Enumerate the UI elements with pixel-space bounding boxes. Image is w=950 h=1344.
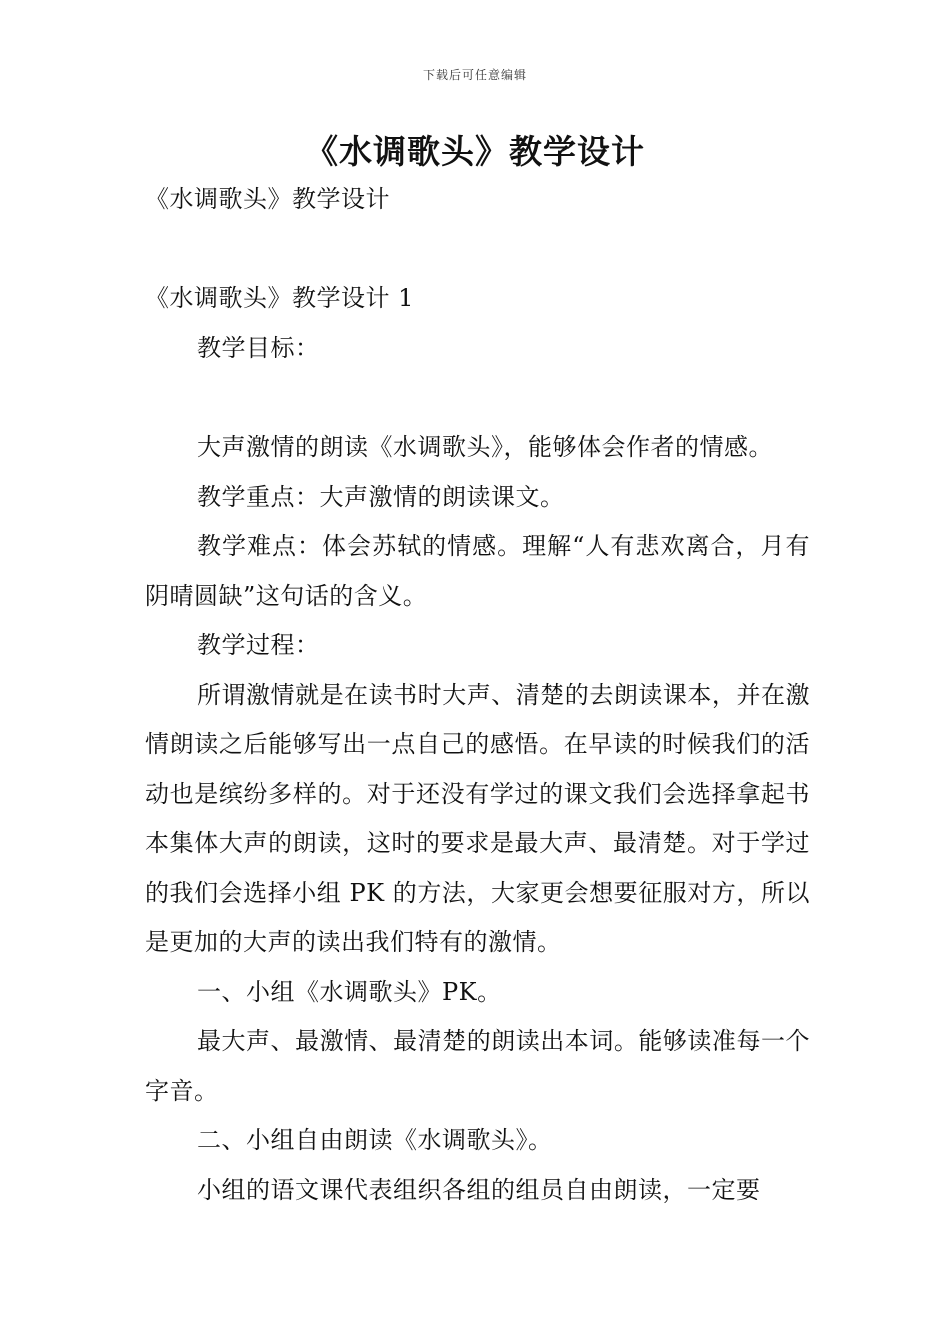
body-text-main bbox=[145, 423, 810, 1215]
step-two-heading: 二、小组自由朗读《水调歌头》。 bbox=[197, 1126, 553, 1154]
document-title: 《水调歌头》教学设计 bbox=[305, 132, 645, 171]
difficulty-paragraph: 教学难点：体会苏轼的情感。理解“人有悲欢离合，月有阴晴圆缺”这句话的含义。 bbox=[145, 532, 810, 610]
header-note: 下载后可任意编辑 bbox=[422, 68, 527, 82]
blank-line bbox=[145, 225, 810, 275]
step-one-paragraph: 最大声、最激情、最清楚的朗读出本词。能够读准每一个字音。 bbox=[145, 1027, 810, 1105]
process-paragraph: 所谓激情就是在读书时大声、清楚的去朗读课本，并在激情朗读之后能够写出一点自己的感悟。在早读的时候我们的活动也是缤纷多样的。对于还没有学过的课文我们会选择拿起书本集体大声的朗读，这时的要求是最大声、最清楚。对于学过的我们会选择小组 PK 的方法，大家更会想要征服对方，所以是更加的大声的读出我们特有的激情。 bbox=[145, 680, 810, 956]
key-point-paragraph: 教学重点：大声激情的朗读课文。 bbox=[197, 482, 565, 511]
objective-paragraph: 大声激情的朗读《水调歌头》，能够体会作者的情感。 bbox=[197, 433, 773, 461]
step-one-heading: 一、小组《水调歌头》PK。 bbox=[197, 977, 502, 1006]
section-heading: 《水调歌头》教学设计 1 bbox=[145, 284, 414, 312]
objectives-label: 教学目标： bbox=[197, 333, 320, 362]
body-text-top bbox=[145, 175, 810, 373]
subtitle-paragraph: 《水调歌头》教学设计 bbox=[145, 185, 390, 213]
process-label: 教学过程： bbox=[197, 631, 320, 659]
step-two-paragraph: 小组的语文课代表组织各组的组员自由朗读，一定要 bbox=[197, 1175, 761, 1204]
